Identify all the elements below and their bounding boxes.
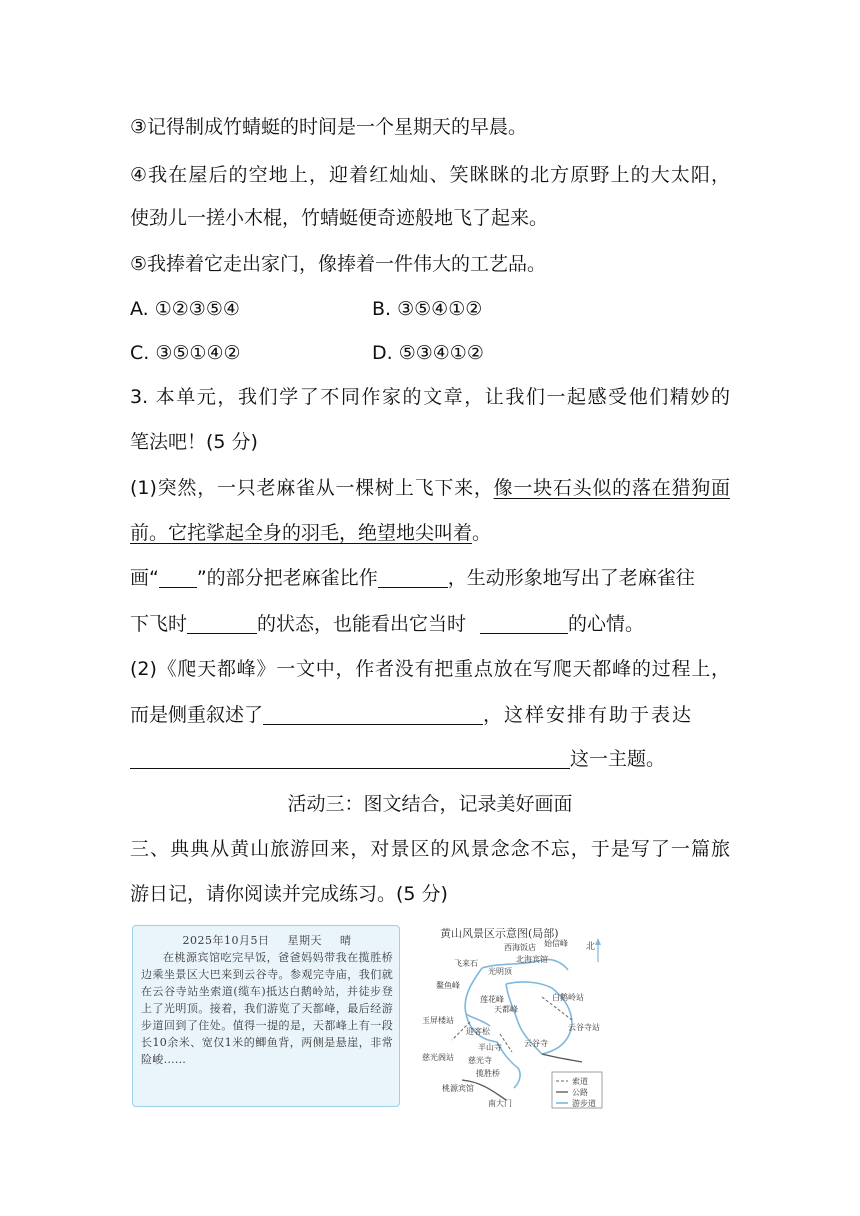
q3-part1-underlined-a: 像一块石头似的落在猎狗面 [493, 477, 730, 499]
fill-text: 下飞时 [130, 613, 188, 635]
fill-text: 而是侧重叙述了 [130, 704, 264, 726]
item-4-line2: 使劲儿一搓小木棍，竹蜻蜓便奇迹般地飞了起来。 [130, 207, 549, 229]
q3-part1-line1 [130, 475, 730, 501]
legend-trail: 游步道 [572, 1099, 596, 1108]
map-legend [552, 1072, 602, 1108]
diary-weekday: 星期天 [287, 934, 322, 947]
option-d[interactable]: D. ⑤③④①② [372, 342, 484, 364]
fill-text: 的心情。 [568, 613, 645, 635]
map-label: 慈光寺 [468, 1056, 492, 1065]
map-label: 飞来石 [454, 959, 478, 968]
q3-part2-line3 [130, 746, 665, 772]
huangshan-map [422, 922, 612, 1112]
q3-fill-line2 [130, 611, 644, 637]
diary-body: 在桃源宾馆吃完早饭，爸爸妈妈带我在揽胜桥边乘坐景区大巴来到云谷寺。参观完寺庙，我们就在云谷寺站坐索道(缆车)抵达白鹅岭站，并徒步登上了光明顶。接着，我们游览了天都峰，最后经游步道回到了住处。值得一提的是，天都峰上有一段长10余米、宽仅1米的鲫鱼背，两侧是悬崖，非常险峻…… [141, 951, 393, 1066]
q3-part1-suffix: 。 [472, 522, 492, 544]
map-label: 云谷寺 [524, 1039, 548, 1048]
item-3: ③记得制成竹蜻蜓的时间是一个星期天的早晨。 [130, 116, 528, 138]
map-label: 鳌鱼峰 [436, 981, 460, 990]
map-label: 西海饭店 [504, 943, 536, 952]
travel-diary [132, 925, 400, 1107]
map-label: 光明顶 [488, 967, 512, 976]
map-title: 黄山风景区示意图(局部) [440, 927, 559, 940]
diary-weather: 晴 [340, 934, 352, 947]
fill-text: ，这样安排有助于表达 [483, 704, 694, 726]
map-label: 莲花峰 [480, 995, 504, 1004]
q3-part2-line2 [130, 702, 730, 728]
legend-cableway: 索道 [572, 1077, 588, 1086]
map-label: 南大门 [488, 1099, 512, 1108]
map-label: 北海宾馆 [516, 955, 548, 964]
map-label: 天都峰 [494, 1005, 518, 1014]
option-c[interactable]: C. ③⑤①④② [130, 342, 241, 364]
fill-text: 画“ [130, 567, 159, 589]
north-arrow-icon [586, 938, 601, 962]
diary-header [141, 932, 393, 949]
map-label: 桃源宾馆 [442, 1084, 474, 1093]
map-label: 白鹅岭站 [552, 993, 584, 1002]
fill-text: ”的部分把老麻雀比作 [196, 567, 378, 589]
diary-date: 2025年10月5日 [182, 934, 270, 947]
fill-text: ，生动形象地写出了老麻雀往 [447, 567, 695, 589]
map-label: 始信峰 [544, 939, 568, 948]
fill-text: 这一主题。 [570, 748, 666, 770]
q3-part1-line2 [130, 520, 491, 546]
answer-blank-1[interactable] [159, 567, 197, 588]
item-4-line1: ④我在屋后的空地上，迎着红灿灿、笑眯眯的北方原野上的大太阳， [130, 164, 730, 186]
legend-road: 公路 [572, 1088, 588, 1097]
q3-part1-underlined-b: 前。它挓挲起全身的羽毛，绝望地尖叫着 [130, 522, 473, 544]
option-b[interactable]: B. ③⑤④①② [372, 298, 483, 320]
answer-blank-2[interactable] [378, 567, 448, 588]
fill-text: 的状态，也能看出它当时 [257, 613, 467, 635]
map-label: 慈光阁站 [422, 1053, 454, 1062]
map-label: 揽胜桥 [476, 1069, 500, 1078]
map-label: 半山寺 [478, 1043, 502, 1052]
q3-part1-prefix: (1)突然，一只老麻雀从一棵树上飞下来， [130, 477, 494, 499]
north-label: 北 [586, 942, 596, 952]
item-5: ⑤我捧着它走出家门，像捧着一件伟大的工艺品。 [130, 253, 547, 275]
section-3-line2: 游日记，请你阅读并完成练习。(5 分) [130, 883, 448, 905]
section-3-line1: 三、典典从黄山旅游回来，对景区的风景念念不忘，于是写了一篇旅 [130, 838, 730, 860]
q3-stem-line1: 3. 本单元，我们学了不同作家的文章，让我们一起感受他们精妙的 [130, 386, 730, 408]
map-label: 玉屏楼站 [422, 1016, 454, 1025]
map-label: 迎客松 [466, 1027, 490, 1036]
answer-blank-5[interactable] [263, 704, 483, 725]
q3-fill-line1 [130, 565, 695, 591]
answer-blank-3[interactable] [187, 613, 257, 634]
activity-title: 活动三：图文结合，记录美好画面 [287, 793, 573, 815]
q3-part2-line1: (2)《爬天都峰》一文中，作者没有把重点放在写爬天都峰的过程上， [130, 658, 730, 680]
q3-stem-line2: 笔法吧！(5 分) [130, 431, 258, 453]
answer-blank-4[interactable] [480, 613, 568, 634]
option-a[interactable]: A. ①②③⑤④ [130, 298, 240, 320]
answer-blank-6[interactable] [130, 748, 570, 769]
map-label: 云谷寺站 [568, 1023, 600, 1032]
